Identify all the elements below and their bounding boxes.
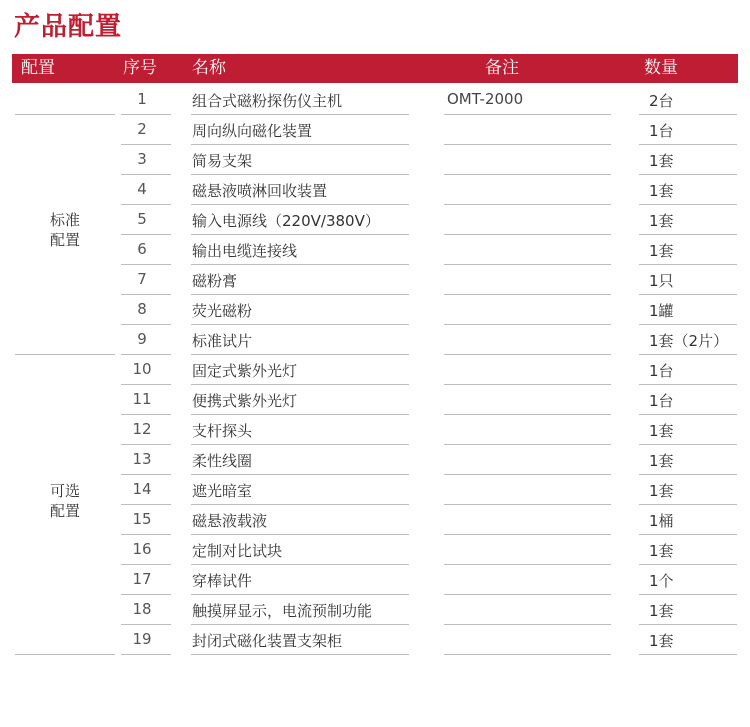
row-divider: [191, 444, 409, 445]
row-seq: 18: [132, 600, 152, 618]
row-seq: 13: [132, 450, 152, 468]
row-seq: 1: [137, 90, 147, 108]
header-seq: 序号: [123, 58, 157, 78]
row-divider: [444, 564, 611, 565]
row-name: 磁悬液载液: [192, 512, 268, 530]
row-note: OMT-2000: [447, 90, 524, 108]
row-divider: [191, 144, 409, 145]
row-qty: 1罐: [649, 302, 674, 320]
row-seq: 15: [132, 510, 152, 528]
row-divider: [121, 144, 171, 145]
table-row: [0, 326, 750, 356]
row-divider: [191, 114, 409, 115]
row-qty: 1套: [649, 212, 674, 230]
row-divider: [121, 264, 171, 265]
table-row: [0, 266, 750, 296]
page-title: 产品配置: [14, 12, 123, 42]
row-divider: [444, 444, 611, 445]
row-divider: [191, 414, 409, 415]
row-divider: [639, 624, 737, 625]
row-divider: [121, 384, 171, 385]
row-divider: [191, 174, 409, 175]
row-divider: [121, 354, 171, 355]
row-name: 磁悬液喷淋回收装置: [192, 182, 328, 200]
row-divider: [444, 594, 611, 595]
row-divider: [639, 294, 737, 295]
row-seq: 3: [137, 150, 147, 168]
row-seq: 19: [132, 630, 152, 648]
row-divider: [639, 534, 737, 535]
row-divider: [639, 144, 737, 145]
row-divider: [639, 594, 737, 595]
table-row: [0, 446, 750, 476]
row-divider: [121, 624, 171, 625]
row-seq: 10: [132, 360, 152, 378]
row-divider: [191, 384, 409, 385]
row-divider: [191, 654, 409, 655]
row-divider: [639, 564, 737, 565]
row-qty: 1套（2片）: [649, 332, 729, 350]
row-divider: [444, 324, 611, 325]
row-qty: 1套: [649, 632, 674, 650]
row-qty: 2台: [649, 92, 674, 110]
row-seq: 11: [132, 390, 152, 408]
row-qty: 1桶: [649, 512, 674, 530]
group-label-line: 可选: [49, 482, 80, 500]
row-divider: [639, 654, 737, 655]
row-divider: [191, 564, 409, 565]
header-qty: 数量: [644, 58, 678, 78]
group-divider: [15, 354, 115, 355]
row-name: 简易支架: [192, 152, 253, 170]
table-row: [0, 386, 750, 416]
row-divider: [639, 444, 737, 445]
header-name: 名称: [192, 58, 226, 78]
row-name: 磁粉膏: [192, 272, 238, 290]
group-label-line: 标准: [49, 211, 80, 229]
group-label-line: 配置: [49, 502, 80, 520]
row-divider: [444, 144, 611, 145]
row-divider: [639, 234, 737, 235]
row-name: 输出电缆连接线: [192, 242, 298, 260]
row-qty: 1套: [649, 242, 674, 260]
row-seq: 16: [132, 540, 152, 558]
row-divider: [444, 114, 611, 115]
row-name: 输入电源线（220V/380V）: [192, 212, 380, 230]
row-divider: [444, 174, 611, 175]
row-divider: [121, 534, 171, 535]
row-qty: 1台: [649, 362, 674, 380]
group-label-standard: [15, 210, 115, 250]
row-divider: [639, 504, 737, 505]
row-qty: 1套: [649, 152, 674, 170]
row-divider: [121, 234, 171, 235]
row-qty: 1套: [649, 542, 674, 560]
row-divider: [444, 234, 611, 235]
row-name: 荧光磁粉: [192, 302, 253, 320]
row-divider: [444, 354, 611, 355]
row-seq: 7: [137, 270, 147, 288]
row-qty: 1套: [649, 602, 674, 620]
row-divider: [639, 474, 737, 475]
row-divider: [444, 294, 611, 295]
table-row: [0, 596, 750, 626]
row-divider: [444, 654, 611, 655]
header-note: 备注: [485, 58, 519, 78]
group-divider: [15, 114, 115, 115]
row-qty: 1套: [649, 422, 674, 440]
row-divider: [121, 474, 171, 475]
table-row: [0, 626, 750, 656]
row-name: 便携式紫外光灯: [192, 392, 298, 410]
row-divider: [121, 444, 171, 445]
row-divider: [121, 594, 171, 595]
row-qty: 1台: [649, 122, 674, 140]
row-divider: [121, 174, 171, 175]
table-row: [0, 416, 750, 446]
table-header: [12, 54, 738, 83]
row-qty: 1套: [649, 182, 674, 200]
row-name: 遮光暗室: [192, 482, 253, 500]
row-divider: [191, 504, 409, 505]
row-divider: [191, 624, 409, 625]
row-divider: [191, 204, 409, 205]
row-divider: [191, 474, 409, 475]
row-name: 周向纵向磁化装置: [192, 122, 313, 140]
row-divider: [639, 174, 737, 175]
group-label-optional: [15, 481, 115, 521]
row-divider: [639, 324, 737, 325]
row-name: 定制对比试块: [192, 542, 283, 560]
row-divider: [639, 414, 737, 415]
row-divider: [639, 204, 737, 205]
row-qty: 1套: [649, 482, 674, 500]
row-seq: 8: [137, 300, 147, 318]
row-divider: [191, 294, 409, 295]
row-divider: [639, 114, 737, 115]
table-row: [0, 356, 750, 386]
table-row: [0, 296, 750, 326]
row-divider: [444, 414, 611, 415]
row-divider: [191, 354, 409, 355]
table-row: [0, 86, 750, 116]
row-name: 固定式紫外光灯: [192, 362, 298, 380]
row-name: 支杆探头: [192, 422, 253, 440]
row-divider: [444, 534, 611, 535]
row-qty: 1套: [649, 452, 674, 470]
row-name: 触摸屏显示，电流预制功能: [192, 602, 373, 620]
row-divider: [121, 204, 171, 205]
row-divider: [191, 594, 409, 595]
row-divider: [121, 564, 171, 565]
row-divider: [121, 414, 171, 415]
row-divider: [639, 354, 737, 355]
row-divider: [121, 324, 171, 325]
row-name: 封闭式磁化装置支架柜: [192, 632, 343, 650]
table-row: [0, 536, 750, 566]
row-divider: [121, 294, 171, 295]
row-seq: 14: [132, 480, 152, 498]
group-label-line: 配置: [49, 231, 80, 249]
row-seq: 9: [137, 330, 147, 348]
row-divider: [444, 264, 611, 265]
group-divider: [15, 654, 115, 655]
row-seq: 12: [132, 420, 152, 438]
row-seq: 5: [137, 210, 147, 228]
row-name: 穿棒试件: [192, 572, 253, 590]
row-divider: [191, 534, 409, 535]
row-seq: 17: [132, 570, 152, 588]
row-divider: [639, 264, 737, 265]
row-name: 柔性线圈: [192, 452, 253, 470]
row-qty: 1个: [649, 572, 674, 590]
row-seq: 6: [137, 240, 147, 258]
row-name: 标准试片: [192, 332, 253, 350]
row-divider: [191, 324, 409, 325]
row-divider: [121, 114, 171, 115]
row-qty: 1只: [649, 272, 674, 290]
table-row: [0, 116, 750, 146]
row-divider: [444, 624, 611, 625]
row-divider: [444, 384, 611, 385]
row-divider: [444, 474, 611, 475]
table-row: [0, 566, 750, 596]
table-row: [0, 146, 750, 176]
row-seq: 2: [137, 120, 147, 138]
row-qty: 1台: [649, 392, 674, 410]
row-divider: [121, 504, 171, 505]
row-divider: [639, 384, 737, 385]
row-divider: [191, 234, 409, 235]
row-divider: [444, 504, 611, 505]
row-divider: [121, 654, 171, 655]
table-row: [0, 176, 750, 206]
row-divider: [444, 204, 611, 205]
row-seq: 4: [137, 180, 147, 198]
row-name: 组合式磁粉探伤仪主机: [192, 92, 343, 110]
header-config: 配置: [21, 58, 55, 78]
row-divider: [191, 264, 409, 265]
